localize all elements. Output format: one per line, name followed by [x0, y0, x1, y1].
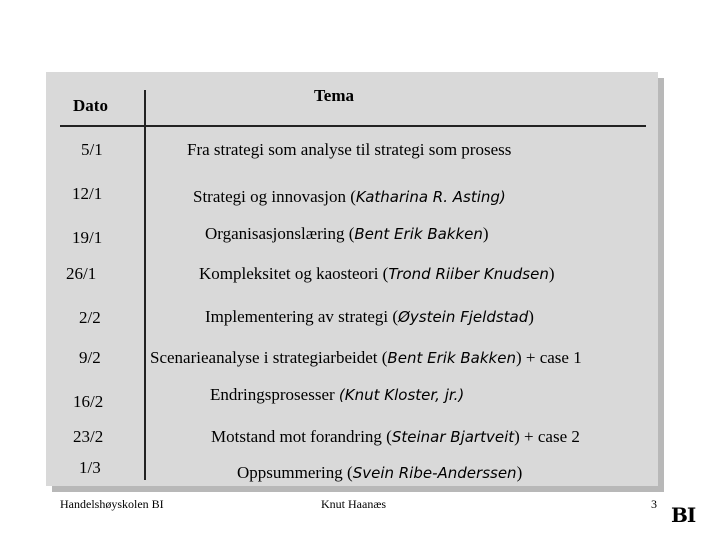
topic-suffix: )	[516, 463, 523, 482]
row-date: 2/2	[79, 308, 101, 327]
topic-header: Tema	[314, 86, 354, 105]
presenter: Svein Ribe-Anderssen	[352, 464, 517, 482]
row-date: 23/2	[73, 427, 104, 446]
column-divider	[144, 90, 146, 480]
row-date: 1/3	[79, 458, 101, 477]
page-number: 3	[651, 497, 657, 511]
presenter: Øystein Fjeldstad	[398, 308, 529, 326]
topic-text: Oppsummering (	[237, 463, 353, 482]
topic-text: Endringsprosesser	[210, 385, 339, 404]
footer-institution: Handelshøyskolen BI	[60, 497, 164, 511]
topic-text: Strategi og innovasjon (	[193, 187, 356, 206]
row-date: 16/2	[73, 392, 104, 411]
topic-suffix: )	[482, 224, 489, 243]
topic-suffix: ) + case 2	[514, 427, 580, 446]
bi-logo: BI	[671, 503, 696, 527]
row-topic	[199, 264, 555, 284]
presenter: Katharina R. Asting)	[355, 188, 506, 206]
row-topic	[187, 140, 511, 160]
row-date: 26/1	[66, 264, 97, 283]
presenter: Steinar Bjartveit	[391, 428, 515, 446]
topic-suffix: )	[528, 307, 534, 326]
row-topic	[211, 427, 580, 447]
presenter: Bent Erik Bakken	[387, 349, 516, 367]
topic-suffix: )	[548, 264, 555, 283]
row-date: 5/1	[81, 140, 103, 159]
topic-text: Motstand mot forandring (	[211, 427, 392, 446]
presenter: Trond Riiber Knudsen	[388, 265, 549, 283]
footer-author: Knut Haanæs	[321, 497, 386, 511]
row-date: 9/2	[79, 348, 101, 367]
row-date: 19/1	[72, 228, 103, 247]
row-topic	[150, 348, 582, 368]
row-topic	[237, 463, 522, 483]
row-topic	[193, 187, 506, 207]
presenter: Bent Erik Bakken	[354, 225, 483, 243]
topic-text: Kompleksitet og kaosteori (	[199, 264, 389, 283]
topic-text: Organisasjonslæring (	[205, 224, 355, 243]
header-divider	[60, 125, 646, 127]
date-header: Dato	[73, 96, 108, 115]
row-topic	[205, 307, 534, 327]
topic-text: Fra strategi som analyse til strategi som prosess	[187, 140, 512, 159]
topic-suffix: ) + case 1	[515, 348, 582, 367]
row-topic	[205, 224, 489, 244]
presenter: (Knut Kloster, jr.)	[338, 386, 465, 404]
topic-text: Implementering av strategi (	[205, 307, 399, 326]
topic-text: Scenarieanalyse i strategiarbeidet (	[150, 348, 388, 367]
row-topic	[210, 385, 464, 405]
row-date: 12/1	[72, 184, 103, 203]
